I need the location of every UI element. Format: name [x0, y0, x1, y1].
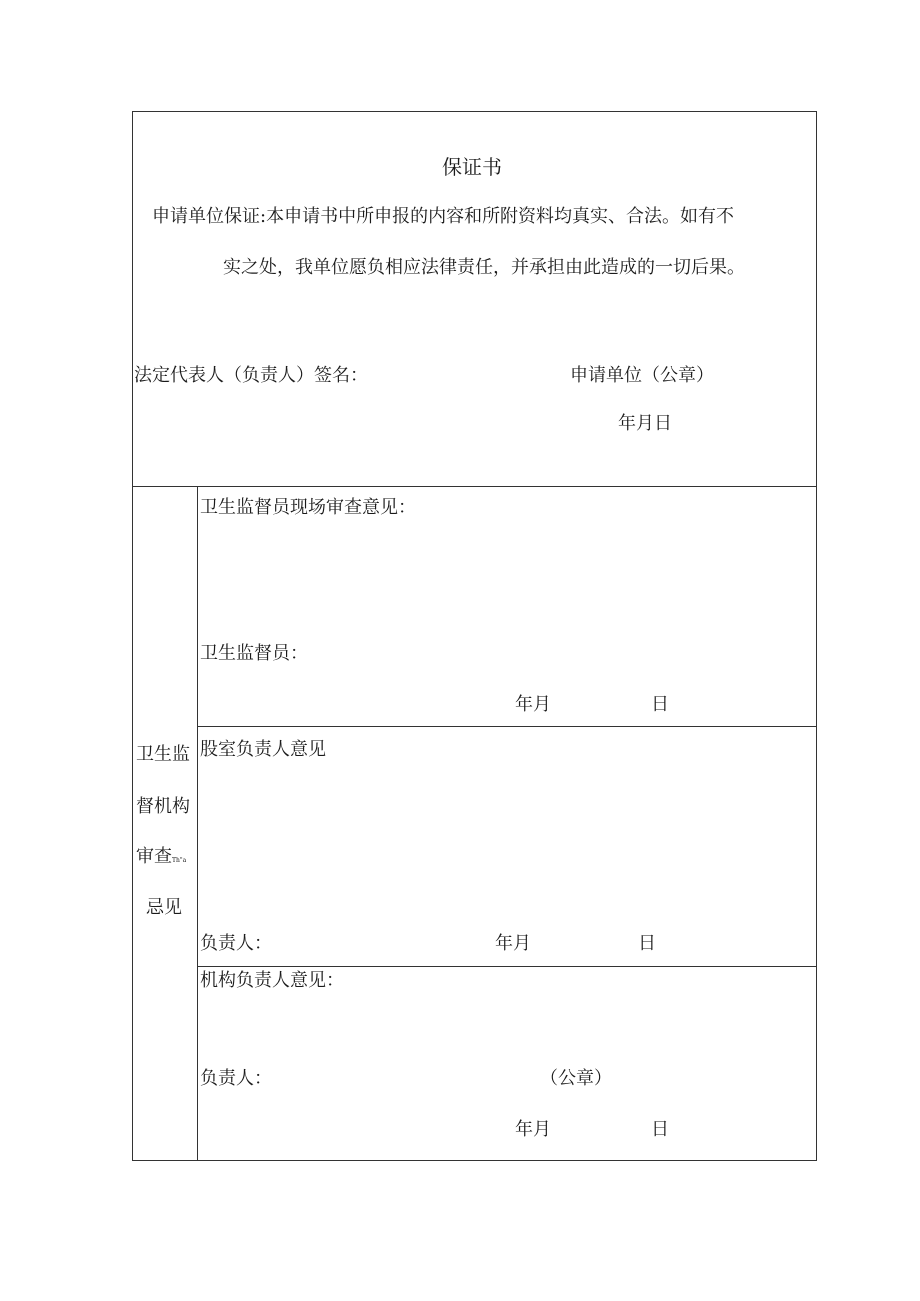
guarantee-statement-line1: 申请单位保证:本申请书中所申报的内容和所附资料均真实、合法。如有不	[152, 206, 735, 227]
inspector-date-ym: 年月	[515, 694, 551, 715]
inspector-opinion-label: 卫生监督员现场审查意见：	[200, 497, 416, 518]
review-column-divider	[197, 486, 198, 1161]
review-side-label-small: Th"a	[172, 857, 187, 864]
review-side-label-line3	[136, 848, 186, 866]
department-section-divider	[197, 966, 817, 967]
review-side-label-line3-text: 审查	[136, 846, 172, 867]
department-date-d: 日	[638, 933, 656, 954]
inspector-section-divider	[197, 726, 817, 727]
guarantee-statement-line2: 实之处，我单位愿负相应法律责任，并承担由此造成的一切后果。	[223, 257, 745, 278]
inspector-label: 卫生监督员：	[200, 643, 308, 664]
applicant-seal-label: 申请单位（公章）	[570, 365, 714, 386]
guarantee-title: 保证书	[442, 155, 502, 179]
review-side-label-line2: 督机构	[136, 796, 190, 817]
review-side-label-line1: 卫生监	[136, 744, 190, 765]
agency-date-ym: 年月	[515, 1119, 551, 1140]
department-head-label: 负责人：	[200, 933, 272, 954]
inspector-date-d: 日	[651, 694, 669, 715]
agency-date-d: 日	[651, 1119, 669, 1140]
department-opinion-label: 股室负责人意见	[200, 739, 326, 760]
agency-head-label: 负责人：	[200, 1068, 272, 1089]
agency-opinion-label: 机构负责人意见：	[200, 970, 344, 991]
section-divider	[132, 486, 817, 487]
legal-rep-signature-label: 法定代表人（负责人）签名：	[134, 365, 368, 386]
agency-seal-label: （公章）	[540, 1068, 612, 1089]
department-date-ym: 年月	[495, 933, 531, 954]
review-side-label-line4: 忌见	[146, 897, 182, 918]
guarantee-date-label: 年月日	[618, 413, 672, 434]
